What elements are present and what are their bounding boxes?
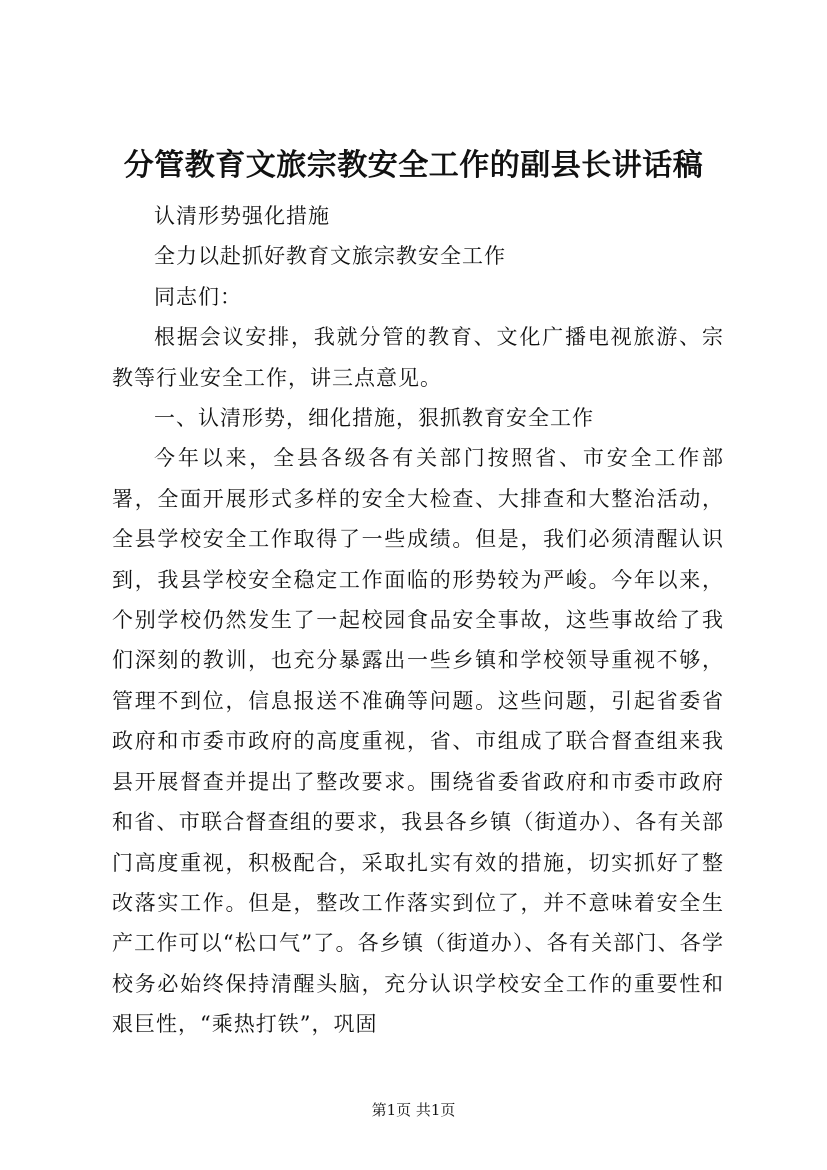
body-paragraph-1: 今年以来，全县各级各有关部门按照省、市安全工作部署，全面开展形式多样的安全大检查、大排查和大整治活动，全县学校安全工作取得了一些成绩。但是，我们必须清醒认识到，我县学校安全稳定工作面临的形势较为严峻。今年以来，个别学校仍然发生了一起校园食品安全事故，这些事故给了我们深刻的教训，也充分暴露出一些乡镇和学校领导重视不够，管理不到位，信息报送不准确等问题。这些问题，引起省委省政府和市委市政府的高度重视，省、市组成了联合督查组来我县开展督查并提出了整改要求。围绕省委省政府和市委市政府和省、市联合督查组的要求，我县各乡镇（街道办）、各有关部门高度重视，积极配合，采取扎实有效的措施，切实抓好了整改落实工作。但是，整改工作落实到位了，并不意味着安全生产工作可以“松口气”了。各乡镇（街道办）、各有关部门、各学校务必始终保持清醒头脑，充分认识学校安全工作的重要性和艰巨性，“乘热打铁”，巩固 [112, 446, 724, 1037]
subtitle-line-2: 全力以赴抓好教育文旅宗教安全工作 [154, 244, 506, 269]
document-body [112, 196, 724, 1045]
page-number-footer: 第1页 共1页 [371, 1101, 456, 1119]
subtitle-line-1: 认清形势强化措施 [154, 204, 330, 228]
document-title: 分管教育文旅宗教安全工作的副县长讲话稿 [123, 148, 704, 183]
section-heading-1: 一、认清形势，细化措施，狠抓教育安全工作 [154, 406, 594, 431]
salutation: 同志们： [154, 284, 242, 309]
intro-paragraph: 根据会议安排，我就分管的教育、文化广播电视旅游、宗教等行业安全工作，讲三点意见。 [112, 325, 724, 390]
